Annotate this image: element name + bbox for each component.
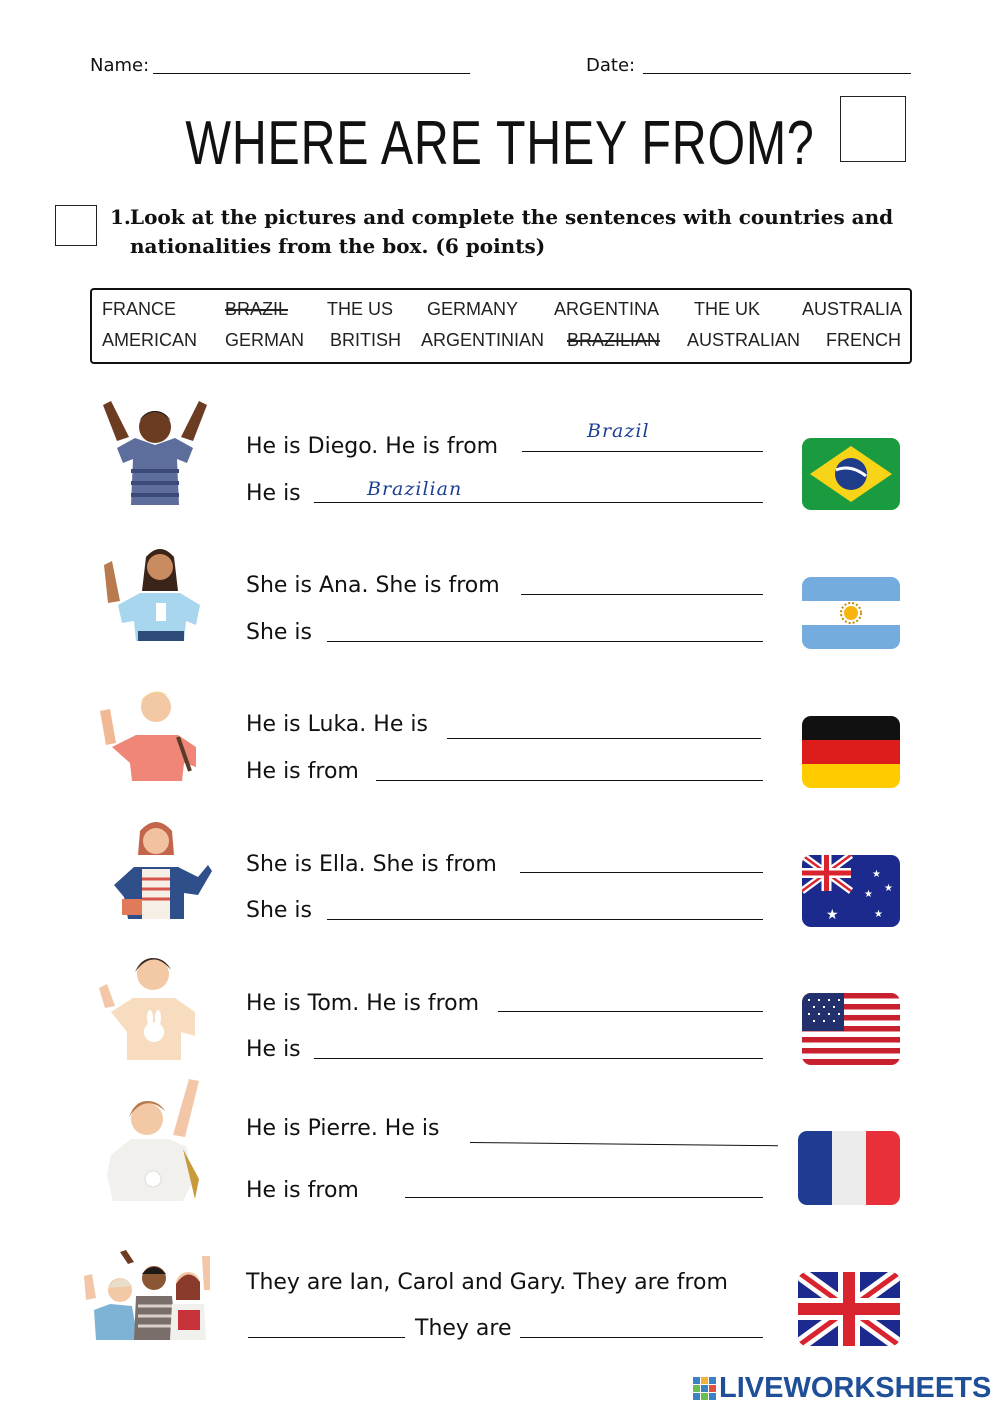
word-argentinian: ARGENTINIAN: [421, 330, 545, 350]
word-australia: AUSTRALIA: [802, 299, 903, 319]
item-6-line-2-text: He is from: [246, 1178, 359, 1203]
item-5-line-1-text: He is Tom. He is from: [246, 991, 480, 1016]
argentina-flag-icon: [802, 577, 900, 649]
boy-backpack-illustration: [103, 1075, 203, 1203]
item-3-answer-1-field[interactable]: [447, 738, 761, 739]
usa-flag-icon: [802, 993, 900, 1065]
item-7-line-2-text: They are: [415, 1316, 512, 1341]
item-1-answer-2-field[interactable]: [314, 502, 763, 503]
item-3-line-1-text: He is Luka. He is: [246, 712, 428, 737]
girl-waving-illustration: [100, 543, 210, 643]
svg-text:★: ★: [872, 869, 881, 880]
item-1-answer-1-value: Brazil: [587, 420, 650, 442]
name-label: Name:: [90, 55, 150, 76]
item-5-answer-1-field[interactable]: [498, 1011, 763, 1012]
brazil-flag-icon: [802, 438, 900, 510]
svg-text:★: ★: [864, 889, 873, 900]
svg-text:★: ★: [874, 909, 883, 920]
exercise-score-box[interactable]: [55, 205, 97, 246]
item-6-answer-2-field[interactable]: [405, 1197, 763, 1198]
instruction-line-1: Look at the pictures and complete the sentences with countries and: [130, 205, 894, 229]
item-1-line-2-text: He is: [246, 481, 301, 506]
item-4-line-2-text: She is: [246, 898, 313, 923]
boy-waving-illustration: [98, 683, 208, 783]
item-5-answer-2-field[interactable]: [314, 1058, 763, 1059]
item-4-answer-2-field[interactable]: [327, 919, 763, 920]
word-british: BRITISH: [330, 330, 402, 350]
page-title: WHERE ARE THEY FROM?: [185, 109, 815, 178]
svg-text:★: ★: [884, 883, 893, 894]
date-field[interactable]: [643, 73, 911, 74]
group-of-three-illustration: [82, 1250, 212, 1342]
word-french: FRENCH: [826, 330, 901, 350]
item-6-line-1-text: He is Pierre. He is: [246, 1116, 440, 1141]
item-7-answer-1-field[interactable]: [248, 1337, 405, 1338]
item-7-answer-2-field[interactable]: [520, 1337, 763, 1338]
word-australian: AUSTRALIAN: [687, 330, 801, 350]
item-5-line-2-text: He is: [246, 1037, 301, 1062]
item-2-line-2-text: She is: [246, 620, 313, 645]
word-france: FRANCE: [102, 299, 177, 319]
uk-flag-icon: [798, 1272, 900, 1346]
boy-bunny-shirt-illustration: [95, 950, 207, 1062]
name-field[interactable]: [153, 73, 470, 74]
australia-flag-icon: [802, 855, 900, 927]
boy-cheering-illustration: [95, 393, 215, 508]
item-1-answer-1-field[interactable]: [522, 451, 763, 452]
word-the-us: THE US: [327, 299, 394, 319]
item-3-answer-2-field[interactable]: [376, 780, 763, 781]
liveworksheets-logo-text: LIVEWORKSHEETS: [719, 1372, 992, 1404]
germany-flag-icon: [802, 716, 900, 788]
item-1-line-1-text: He is Diego. He is from: [246, 434, 499, 459]
item-7-line-1-text: They are Ian, Carol and Gary. They are from: [246, 1270, 728, 1295]
svg-text:★: ★: [826, 907, 839, 923]
item-6-answer-1-field[interactable]: [470, 1142, 778, 1146]
word-argentina: ARGENTINA: [554, 299, 660, 319]
item-3-line-2-text: He is from: [246, 759, 359, 784]
girl-with-books-illustration: [100, 815, 215, 920]
date-label: Date:: [586, 55, 636, 76]
item-1-answer-2-value: Brazilian: [367, 478, 463, 500]
liveworksheets-logo-icon: [693, 1377, 717, 1401]
total-score-box[interactable]: [840, 96, 906, 162]
instruction-number: 1.: [110, 205, 131, 229]
item-4-line-1-text: She is Ella. She is from: [246, 852, 497, 877]
item-2-answer-2-field[interactable]: [327, 641, 763, 642]
word-american: AMERICAN: [102, 330, 198, 350]
word-germany: GERMANY: [427, 299, 519, 319]
item-2-line-1-text: She is Ana. She is from: [246, 573, 500, 598]
france-flag-icon: [798, 1131, 900, 1205]
item-2-answer-1-field[interactable]: [521, 594, 763, 595]
word-german: GERMAN: [225, 330, 305, 350]
word-brazilian: BRAZILIAN: [567, 330, 661, 350]
instruction-line-2: nationalities from the box. (6 points): [130, 234, 546, 258]
item-4-answer-1-field[interactable]: [520, 872, 763, 873]
word-the-uk: THE UK: [694, 299, 761, 319]
word-brazil: BRAZIL: [225, 299, 289, 319]
